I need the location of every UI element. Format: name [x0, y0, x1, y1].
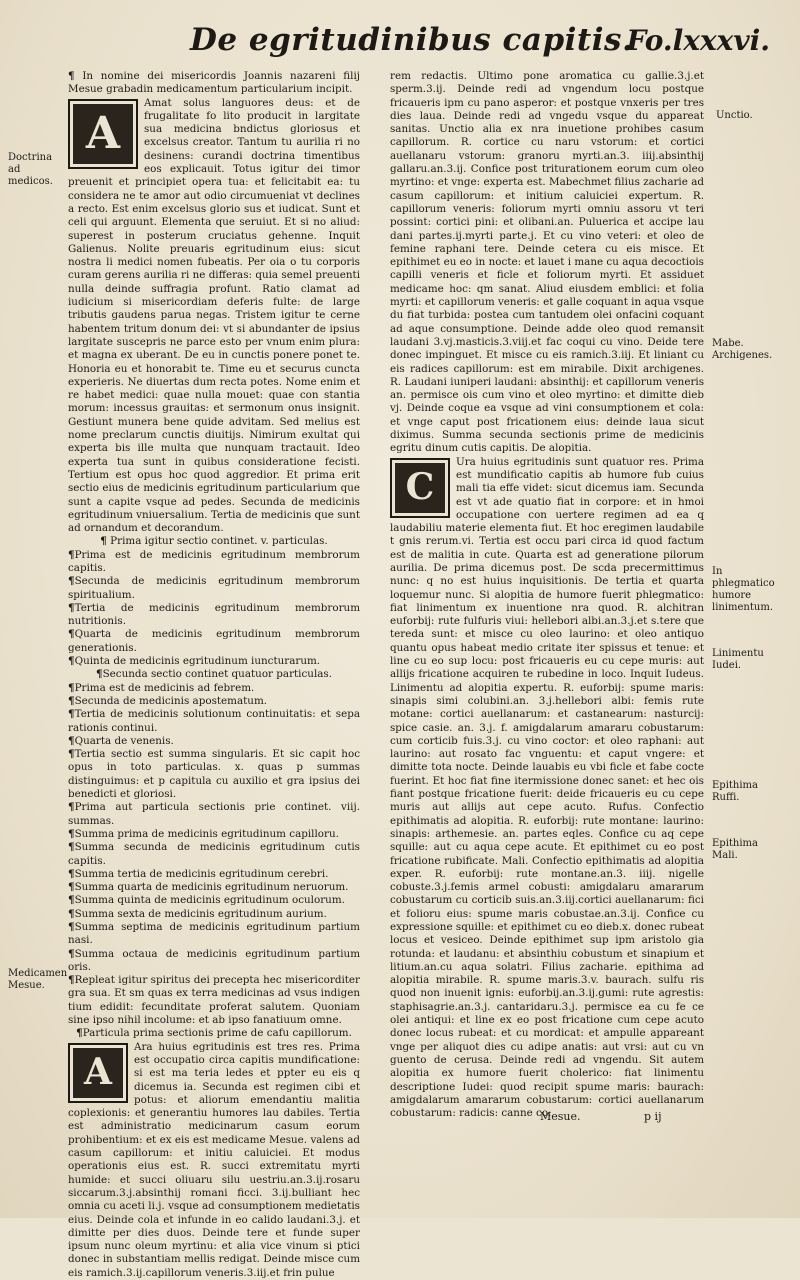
- incipit: ¶ In nomine dei misericordis Joannis nazareni filij Mesue grabadin medicamentum particularium incipit.: [68, 70, 360, 96]
- summa-item: ¶Prima aut particula sectionis prie continet. viij. summas.: [68, 801, 360, 827]
- folio-number: Fo.lxxxvi.: [626, 24, 770, 57]
- summa-item: ¶Summa octaua de medicinis egritudinum partium oris.: [68, 947, 360, 973]
- pilcrow-icon: ¶: [68, 841, 75, 854]
- margin-note-unctio: Unctio.: [716, 110, 753, 121]
- pilcrow-icon: ¶: [68, 655, 75, 668]
- pilcrow-icon: ¶: [68, 827, 75, 840]
- summa-item: ¶Summa secunda de medicinis egritudinum cutis capitis.: [68, 841, 360, 867]
- toc-intro: ¶ Prima igitur sectio continet. v. particulas.: [100, 535, 328, 548]
- toc-item: ¶Quarta de medicinis egritudinum membrorum generationis.: [68, 628, 360, 654]
- toc-item: ¶Secunda de medicinis egritudinum membrorum spiritualium.: [68, 575, 360, 601]
- page-footer: [540, 1110, 740, 1130]
- pilcrow-icon: ¶: [68, 70, 75, 82]
- page-title: De egritudinibus capitis.: [190, 22, 634, 58]
- pilcrow-icon: ¶: [68, 681, 75, 694]
- repleat-paragraph: ¶Repleat igitur spiritus dei precepta hec misericorditer gra sua. Et sm quas ex terra medicinas ad vsus indigen tium edidit: fecunditate proferat salutem. Quoniam sine ipso nihil incolume: et ab ipso fanatiuum omne.: [68, 974, 360, 1027]
- summa-item: ¶Summa prima de medicinis egritudinum capilloru.: [68, 827, 339, 840]
- summa-item: ¶Summa tertia de medicinis egritudinum cerebri.: [68, 867, 329, 880]
- pilcrow-icon: ¶: [68, 907, 75, 920]
- toc-item: ¶Prima est de medicinis egritudinum membrorum capitis.: [68, 548, 360, 574]
- margin-note-phlegmatico: In phlegmatico humore linimentum.: [712, 566, 775, 613]
- toc-item: ¶Quinta de medicinis egritudinum iuncturarum.: [68, 655, 321, 668]
- summa-item: ¶Summa quarta de medicinis egritudinum neruorum.: [68, 881, 349, 894]
- pilcrow-icon: ¶: [68, 974, 75, 987]
- pilcrow-icon: ¶: [68, 734, 75, 747]
- pilcrow-icon: ¶: [68, 801, 75, 814]
- margin-note-doctrina: Doctrina ad medicos.: [8, 152, 53, 187]
- pilcrow-icon: ¶: [68, 881, 75, 894]
- recipe-paragraph: rem redactis. Ultimo pone aromatica cu gallie.3.j.et sperm.3.ij. Deinde redi ad vngendum locu postque fricaueris ipm cu pano asperor: et postque vnxeris per tres dies laua. Deinde redi ad vngedu vsque du appareat sanitas. Unctio alia ex nra inuetione prohibes casum capillorum. R. cortice cu naru vstorum: et cortici auellanaru vstorum: granoru myrti.an.3. iiij.absinthij gallaru.an.3.ij. Confice post triturationem eorum cum oleo myrtino: et vnge: experta est. Mabechmet filius zacharie ad casum capillorum: et initium caluiciei expertum. R. capillorum veneris: foliorum myrti omniu assoru vt teri possint: cortici pini: et olibani.an. Puluerica et accipe lau dani partes.ij.myrti parte.j. Et cu vino veteri: et oleo de femine raphani tere. Deinde cetera cu eis misce. Et epithimet eu eo in nocte: et lauet i mane cu aqua decoctiois capilli veneris et ficle et foliorum myrti. Et assiduet medicame hoc: qm sanat. Aliud eiusdem emblici: et folia myrti: et capillorum veneris: et galle coquant in aqua vsque du fiat turbida: postea cum tantudem olei onfacini coquant ad aque consumptione. Deinde adde oleo quod remansit laudani 3.vj.masticis.3.viij.et fac coqui cu vino. Deide tere donec impinguet. Et misce cu eis ramich.3.iij. Et liniant cu eis radices capillorum: est em mirabile. Dixit archigenes. R. Laudani iuniperi laudani: absinthij: et capillorum veneris an. permisce ois cum vino et oleo myrtino: et dimitte dieb vj. Deinde coque ea vsque ad vini consumptionem et cola: et vnge caput post fricationem eius: deinde laua sicut diximus. Summa secunda sectionis prime de medicinis egritu dinum cutis capitis. De alopitia.: [390, 70, 704, 455]
- pilcrow-icon: ¶: [68, 921, 75, 933]
- toc-item: ¶Quarta de venenis.: [68, 734, 174, 747]
- preface-paragraph: Amat solus languores deus: et de frugalitate fo lito producit in largitate sua medicina bndictus gloriosus et excelsus creator. Tantum tu aurilia ri no desinens: curandi doctrina timentibus eos explicauit. Totus igitur dei timor preuenit et principiet opera tua: et felicitabit ea: tu considera ne te amor aut odio circumueniat vt declines a recto. Est enim excelsus glorio sus et iudicat. Sunt et celi qui arguunt. Elementa que seruiut. Et si no aliud: superest in posterum cruciatus gehenne. Inquit Galienus. Nolite preuaris egritudinum eius: sicut nostra li medici nomen fubeatis. Per oia o tu corporis curam gerens aurilia ri ne differas: quia semel preuenti nulla deinde suffragia profunt. Ratio clamat ad iudicium si misericordiam deferis fulte: de large tributis gaudens parua negas. Tristem igitur te cerne habentem tritum donum dei: vt si abundanter de ipsius largitate suscepris ne parce esto per vnum enim plura: et magna ex uberant. De eu in cunctis ponere ponet te. Honoria eu et honorabit te. Time eu et securus cuncta experieris. Ne diuertas dum recta potes. Nome enim et re habet medici: quae nulla mouet: quae con stantia morum: incessus grauitas: et sermonum onus insignit. Gestiunt munera bene quide advitam. Sed melius est nome preclarum cunctis diuitijs. Nimirum exultat qui experta bis ille multa que nunquam tractauit. Ideo experta tua sunt in quibus consideratione fecisti. Tertium est opus hoc quod aggredior. Et prima erit sectio eius de medicinis egritudinum particularium que sunt a capite vsque ad pedes. Secunda de medicinis egritudinum vniuersalium. Tertia de medicinis que sunt ad ornandum et decorandum.: [68, 96, 360, 535]
- summa-item: ¶Summa septima de medicinis egritudinum partium nasi.: [68, 921, 360, 947]
- pilcrow-icon: ¶: [100, 535, 107, 548]
- summa-item: ¶Summa sexta de medicinis egritudinum aurium.: [68, 907, 327, 920]
- margin-note-archigenes: Mabe. Archigenes.: [712, 338, 773, 361]
- toc-item: ¶Prima est de medicinis ad febrem.: [68, 681, 255, 694]
- pilcrow-icon: ¶: [68, 601, 75, 614]
- pilcrow-icon: ¶: [68, 548, 75, 561]
- running-header: [190, 22, 770, 72]
- pilcrow-icon: ¶: [68, 748, 75, 761]
- margin-note-medicamen: Medicamen Mesue.: [8, 968, 68, 991]
- cura-paragraph: Ara huius egritudinis est tres res. Prima est occupatio circa capitis mundificatione: si est ma teria ledes et ppter eu eis q dicemus ia. Secunda est regimen cibi et potus: et aliorum emendantiu malitia coplexionis: et generantiu humores lau dabiles. Tertia est administratio medicinarum casum eorum prohibentium: et ex eis est medicame Mesue. valens ad casum capillorum: et initiu caluiciei. Et modus operationis eius est. R. succi extremitatu myrti humide: et succi oliuaru silu uestriu.an.3.ij.rosaru siccarum.3.j.absinthij romani ficci. 3.ij.bulliant hec omnia cu aceti li.j. vsque ad consumptionem medietatis eius. Deinde cola et infunde in eo calido laudani.3.j. et dimitte per dies duos. Deinde tere et funde super ipsum nunc oleum myrtinu: et alia vice vinum si ptici donec in substantiam mellis redigat. Deinde misce cum eis ramich.3.ij.capillorum veneris.3.iij.et frin pulue: [68, 1040, 360, 1279]
- toc2-intro: ¶Secunda sectio continet quatuor particulas.: [95, 668, 333, 681]
- pilcrow-icon: ¶: [68, 694, 75, 707]
- tertia-sectio: ¶Tertia sectio est summa singularis. Et sic capit hoc opus in toto particulas. x. quas p summas distinguimus: et p capitula cu auxilio et gra ipsius dei benedicti et gloriosi.: [68, 748, 360, 801]
- pilcrow-icon: ¶: [95, 668, 103, 681]
- pilcrow-icon: ¶: [68, 894, 75, 907]
- toc-item: ¶Tertia de medicinis solutionum continuitatis: et sepa rationis continui.: [68, 708, 360, 734]
- pilcrow-icon: ¶: [68, 947, 75, 960]
- left-column: [68, 70, 360, 1279]
- particula-heading: ¶Particula prima sectionis prime de cafu capillorum.: [76, 1027, 352, 1040]
- decorated-initial: A: [68, 99, 138, 169]
- pilcrow-icon: ¶: [68, 575, 75, 588]
- pilcrow-icon: ¶: [76, 1027, 83, 1040]
- alopitia-paragraph: Ura huius egritudinis sunt quatuor res. Prima est mundificatio capitis ab humore fub cuius mali tia effe videt: sicut dicemus iam. Secunda est vt ade quatio fiat in corpore: et in hmoi occupatione con uertere regimen ad ea q laudabiliu materie elementa fiut. Et hoc eregimen laudabile t gnis rerum.vi. Tertia est occu pari circa id quod factum est de malitia in cute. Quarta est ad generatione pilorum aurilia. De prima dicemus post. De scda precermittimus nunc: q no est huius inquisitionis. De tertia et quarta loquemur nunc. Si alopitia de humore fuerit phlegmatico: fiat linimentum ex inuentione nra quod. R. alchitran euforbij: rute fulfuris viui: hellebori albi.an.3.j.et s.tere que tereda sunt: et misce cu oleo laurino: et oleo antiquo quantu opus habeat medio critate iter spissus et tenue: et line cu eo sup locu: post fricaueris eu cu cepe muris: aut allijs fricatione acquiren te rubedine in loco. Inquit Iudeus. Linimentu ad alopitia expertu. R. euforbij: spume maris: sinapis simi colubini.an. 3.j.hellebori albi: femis rute motane: cortici auellanarum: et castanearum: nasturcij: spice casie. an. 3.j. f. amigdalarum amararu cobustarum: cum corticib fuis.3.j. cu vino coctor: et oleo raphani: aut laurino: aut rosato fac vnguentu: et caput vngere: et dimitte tota nocte. Deinde lauabis eu vbi ficle et fabe cocte fuerint. Et hoc fiat fine itermissione donec sanet: et hec ois fiant postque fricatione fuerit: deide fricaueris eu cu cepe muris aut allijs aut cepe acuto. Rufus. Confectio epithimatis ad alopitia. R. euforbij: rute montane: laurino: sinapis: arthemesie. an. partes eqles. Confice cu aq cepe squille: aut cu aqua cepe acute. Et epithimet cu eo post fricatione rubificate. Mali. Confectio epithimatis ad alopitia exper. R. euforbij: rute montane.an.3. iiij. nigelle cobuste.3.j.femis armel cobusti: amigdalaru amararum cobustarum cu corticib suis.an.3.iij.cortici auellanarum: fici et folioru eius: spume maris cobustae.an.3.ij. Confice cu expressione squille: et epithimet cu eo dieb.x. donec rubeat locus et vesiceo. Deinde epithimet sup ipm aristolo gia rotunda: et laudanu: et absinthiu cobustum et sinapium et litium.an.cu aqua solatri. Filius zacharie. epithima ad alopitia mirabile. R. spume maris.3.v. baurach. sulfu ris quod non inuenit ignis: euforbij.an.3.ij.gumi: rute agrestis: staphisagrie.an.3.j. cantaridaru.3.j. permisce ea cu fe ce olei antiqui: et line ex eo post fricatione cum cepe acuto donec locus rubeat: et cu mordicat: et ampulle appareant vnge per aliquot dies cu adipe anatis: aut vrsi: aut cu vn guento de cerusa. Deinde redi ad vngendu. Sit autem alopitia ex humore fuerit cholerico: fiat linimentu descriptione Iudei: quod recipit spume maris: baurach: amigdalarum amararum cobustarum: cortici auellanarum cobustarum: radicis: canne co:: [390, 455, 704, 1120]
- pilcrow-icon: ¶: [68, 708, 75, 721]
- toc-item: ¶Tertia de medicinis egritudinum membrorum nutritionis.: [68, 601, 360, 628]
- pilcrow-icon: ¶: [68, 867, 75, 880]
- margin-note-ruffi: Epithima Ruffi.: [712, 780, 759, 803]
- margin-note-iudei: Linimentu Iudei.: [712, 648, 764, 671]
- pilcrow-icon: ¶: [68, 628, 75, 641]
- summa-item: ¶Summa quinta de medicinis egritudinum oculorum.: [68, 894, 345, 907]
- decorated-initial: C: [390, 458, 450, 518]
- margin-note-mali: Epithima Mali.: [712, 838, 759, 861]
- signature-mark: p ij: [644, 1110, 662, 1123]
- decorated-initial: A: [68, 1043, 128, 1103]
- catchword: Mesue.: [540, 1110, 581, 1123]
- toc-item: ¶Secunda de medicinis apostematum.: [68, 694, 268, 707]
